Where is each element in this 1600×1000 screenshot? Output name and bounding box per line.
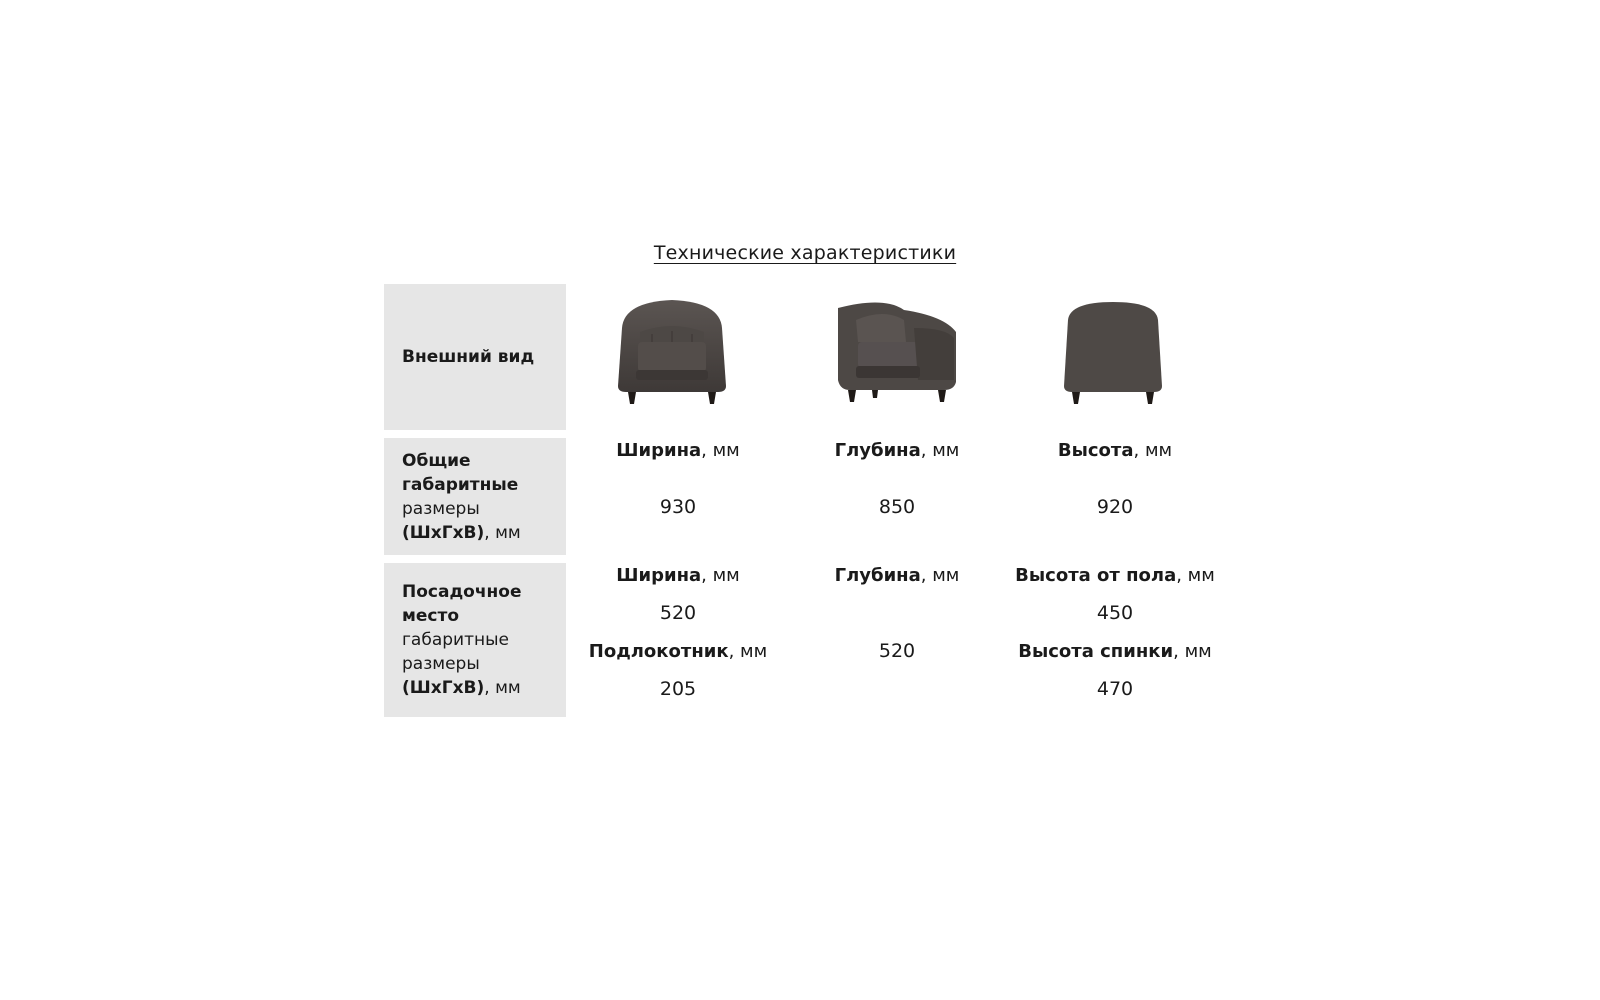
overall-height-header — [985, 440, 1245, 461]
overall-width-label: Ширина — [616, 440, 702, 461]
overall-unit-bold: (ШхГхВ) — [402, 522, 485, 543]
seat-depth-unit: , мм — [920, 565, 960, 586]
back-height-label: Высота спинки — [1018, 641, 1174, 662]
seat-width-unit: , мм — [701, 565, 740, 586]
seat-width-value: 520 — [659, 602, 697, 624]
overall-label-rest: размеры — [402, 498, 480, 519]
page-title: Технические характеристики — [653, 242, 957, 264]
seat-depth-value: 520 — [878, 640, 916, 662]
seat-floor-height-unit: , мм — [1176, 565, 1215, 586]
armrest-label: Подлокотник — [588, 641, 729, 662]
appearance-label: Внешний вид — [402, 347, 535, 367]
label-appearance — [384, 284, 566, 430]
overall-height-label: Высота — [1057, 440, 1134, 461]
back-height-value: 470 — [1096, 678, 1134, 700]
overall-unit-rest: , мм — [484, 522, 521, 543]
seat-unit-rest: , мм — [484, 678, 521, 698]
overall-label-bold: Общие габаритные — [402, 450, 519, 495]
overall-depth-value: 850 — [878, 496, 916, 518]
seat-label-bold: Посадочное место — [402, 582, 522, 626]
seat-label-unit — [402, 676, 566, 700]
overall-label-unit — [402, 521, 566, 545]
armchair-front-image — [612, 298, 732, 408]
overall-width-unit: , мм — [701, 440, 740, 461]
overall-height-value: 920 — [1096, 496, 1134, 518]
armrest-value: 205 — [659, 678, 697, 700]
back-height-header — [985, 641, 1245, 662]
armchair-side-image — [834, 298, 964, 408]
seat-unit-bold: (ШхГхВ) — [402, 678, 485, 698]
label-seat-dimensions — [384, 563, 566, 717]
seat-floor-height-label: Высота от пола — [1015, 565, 1177, 586]
overall-width-value: 930 — [659, 496, 697, 518]
seat-floor-height-value: 450 — [1096, 602, 1134, 624]
armchair-back-image — [1058, 300, 1168, 410]
overall-depth-label: Глубина — [834, 440, 921, 461]
armrest-unit: , мм — [728, 641, 768, 662]
back-height-unit: , мм — [1173, 641, 1212, 662]
overall-height-unit: , мм — [1133, 440, 1173, 461]
seat-floor-height-header — [985, 565, 1245, 586]
seat-depth-label: Глубина — [834, 565, 921, 586]
seat-label-rest: габаритные размеры — [402, 630, 509, 674]
seat-width-label: Ширина — [616, 565, 702, 586]
overall-depth-unit: , мм — [920, 440, 960, 461]
label-overall-dimensions — [384, 438, 566, 555]
